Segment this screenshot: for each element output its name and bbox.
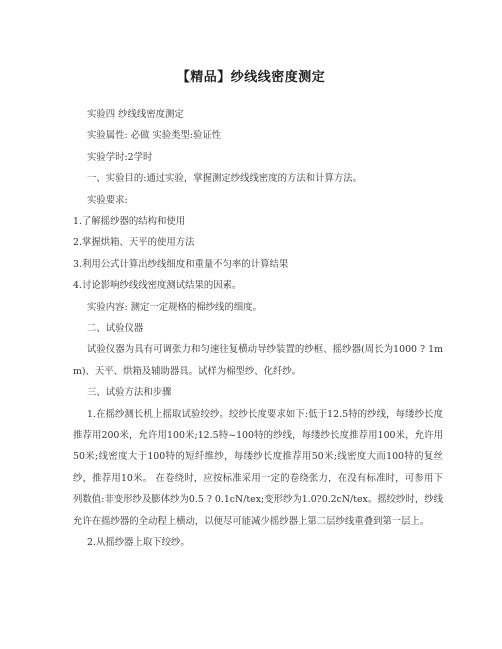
text-line: 实验内容: 测定一定规格的棉纱线的细度。 xyxy=(87,301,262,313)
step1-paragraph: 1.在摇纱测长机上摇取试验绞纱。绞纱长度要求如下:低于12.5特的纱线，每缕纱长度推荐用200米，允许用100米;12.5特~100特的纱线，每缕纱长度推荐用100米，允许用50米;线密度大于100特的短纤维纱，每缕纱长度推荐用50米;线密度大而100特的复丝纱，推荐用10米。 在卷绕时，应按标准采用一定的卷绕张力，在没有标准时，可参用下列数值:非变形纱及膨体纱为0.5 ? 0.1cN/tex;变形纱为1.0?0.2cN/tex。摇绞纱时，纱线允许在摇纱器的全动程上横动，以便尽可能减少摇纱器上第二层纱线重叠到第一层上。 xyxy=(73,408,443,527)
text-line: 实验要求: xyxy=(87,194,128,206)
section-heading: 二、试验仪器 xyxy=(87,322,144,334)
list-item: 1.了解摇纱器的结构和使用 xyxy=(73,215,186,227)
document-title: 【精品】纱线线密度测定 xyxy=(176,70,326,85)
list-item: 2.从摇纱器上取下绞纱。 xyxy=(87,536,190,548)
text-line: 实验属性: 必做 实验类型:验证性 xyxy=(87,130,222,142)
document-body xyxy=(73,104,443,553)
text-line: 实验学时:2学时 xyxy=(87,151,153,163)
list-item: 3.利用公式计算出纱线细度和重量不匀率的计算结果 xyxy=(73,258,289,270)
instrument-paragraph: 试验仪器为具有可调张力和匀速往复横动导纱装置的纱框、摇纱器(周长为1000 ? 1mm)、天平、烘箱及辅助器具。试样为棉型纱、化纤纱。 xyxy=(73,344,443,377)
list-item: 4.讨论影响纱线线密度测试结果的因素。 xyxy=(73,280,242,292)
text-line: 实验四 纱线线密度测定 xyxy=(87,109,184,120)
section-heading: 三、试验方法和步骤 xyxy=(87,387,172,399)
section-heading: 一、实验目的:通过实验，掌握测定纱线线密度的方法和计算方法。 xyxy=(87,173,363,185)
list-item: 2.掌握烘箱、天平的使用方法 xyxy=(73,237,195,249)
